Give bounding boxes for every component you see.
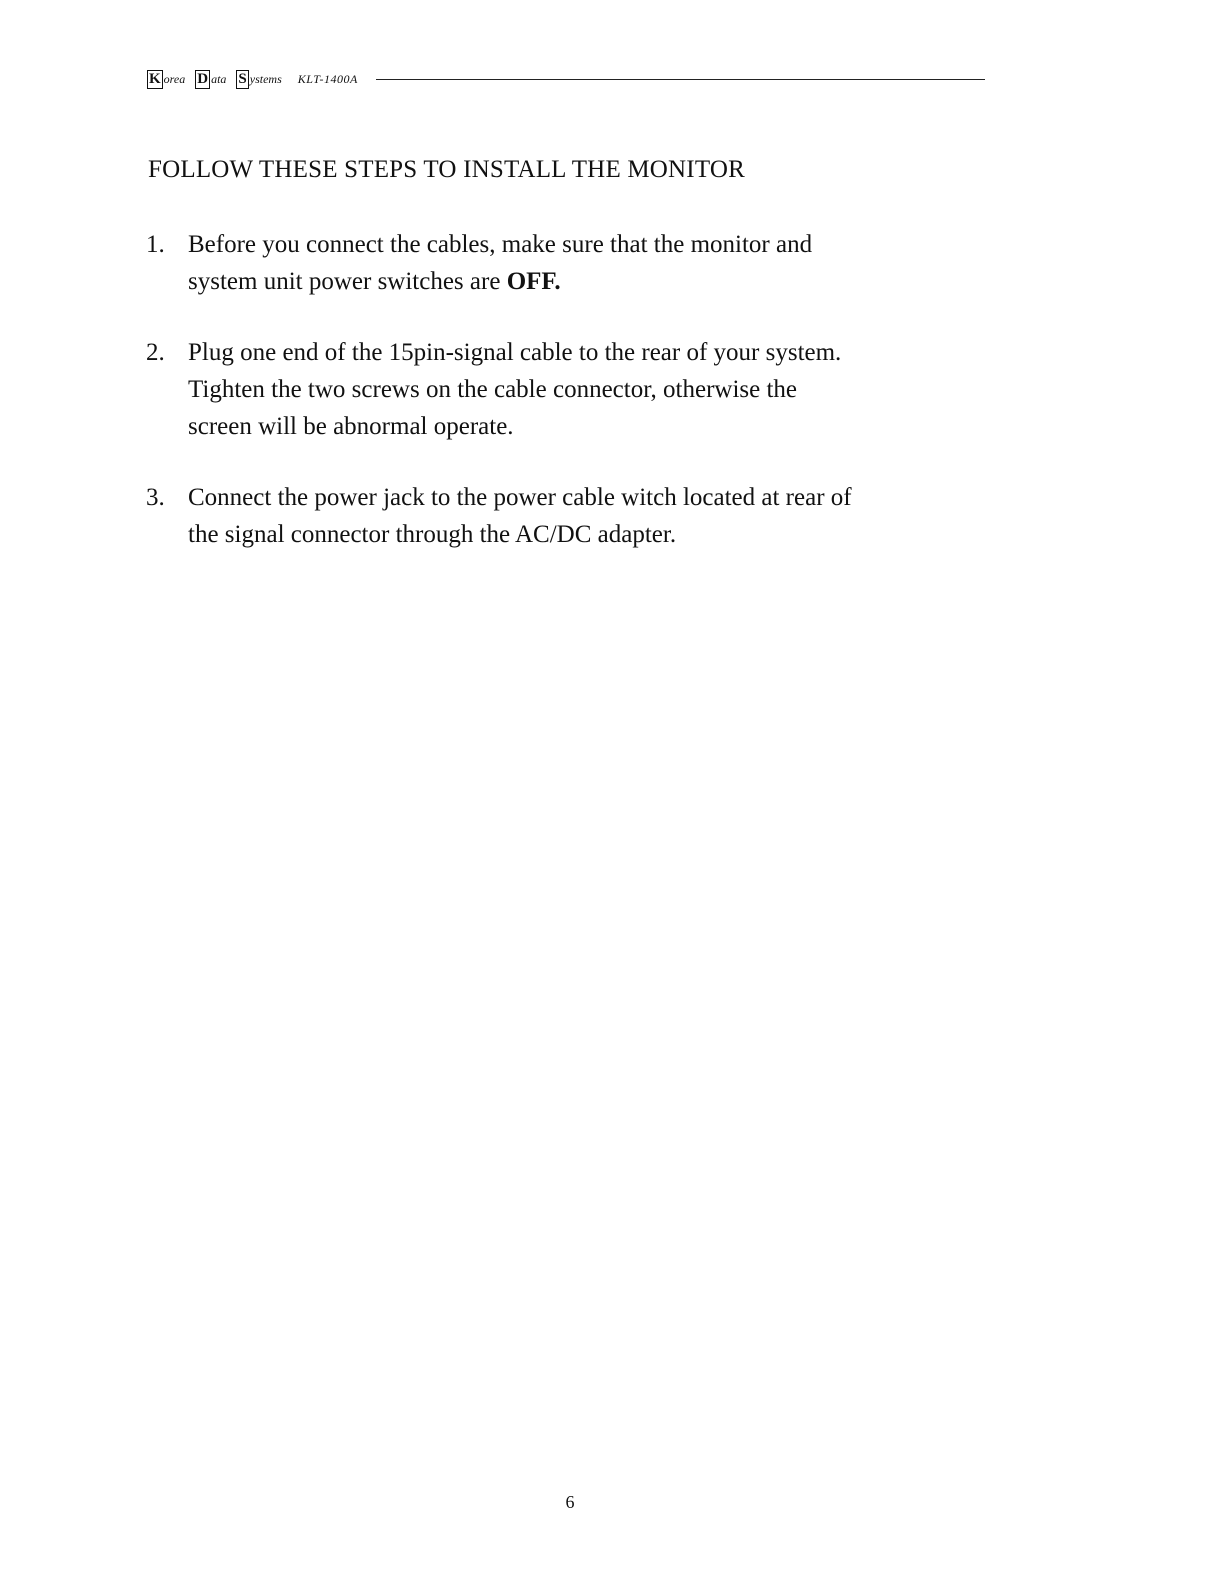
step-number: 2. xyxy=(146,339,165,366)
brand-word-data xyxy=(195,70,226,89)
step-line: Plug one end of the 15pin-signal cable to the rear of your system. xyxy=(188,339,842,366)
step-line: Tighten the two screws on the cable connector, otherwise the xyxy=(188,376,798,403)
install-steps-list xyxy=(146,226,966,587)
brand-rest: ata xyxy=(211,71,227,86)
section-heading: FOLLOW THESE STEPS TO INSTALL THE MONITOR xyxy=(148,156,745,183)
page-number: 6 xyxy=(565,1492,575,1512)
header-rule xyxy=(376,79,985,80)
step-item xyxy=(146,479,966,553)
step-line: Before you connect the cables, make sure that the monitor and xyxy=(188,231,813,258)
brand-initial: K xyxy=(149,70,161,87)
brand-word-korea xyxy=(147,70,185,89)
page-header xyxy=(147,66,985,92)
step-line-with-emphasis xyxy=(188,263,812,300)
step-line: the signal connector through the AC/DC adapter. xyxy=(188,521,677,548)
step-number: 3. xyxy=(146,484,165,511)
step-text xyxy=(188,226,812,300)
step-item xyxy=(146,334,966,445)
step-item xyxy=(146,226,966,300)
brand-rest: orea xyxy=(163,71,186,86)
step-line: Connect the power jack to the power cable witch located at rear of xyxy=(188,484,852,511)
model-number: KLT-1400A xyxy=(297,71,358,86)
step-line: system unit power switches are xyxy=(188,268,507,295)
step-text xyxy=(188,479,852,553)
emphasis-off: OFF. xyxy=(506,268,561,295)
brand-initial: S xyxy=(238,70,247,87)
step-text xyxy=(188,334,841,445)
brand-initial: D xyxy=(197,70,209,87)
brand-logo xyxy=(147,70,292,89)
brand-word-systems xyxy=(236,70,281,89)
step-number: 1. xyxy=(146,231,165,258)
brand-rest: ystems xyxy=(249,71,282,86)
step-line: screen will be abnormal operate. xyxy=(188,413,514,440)
